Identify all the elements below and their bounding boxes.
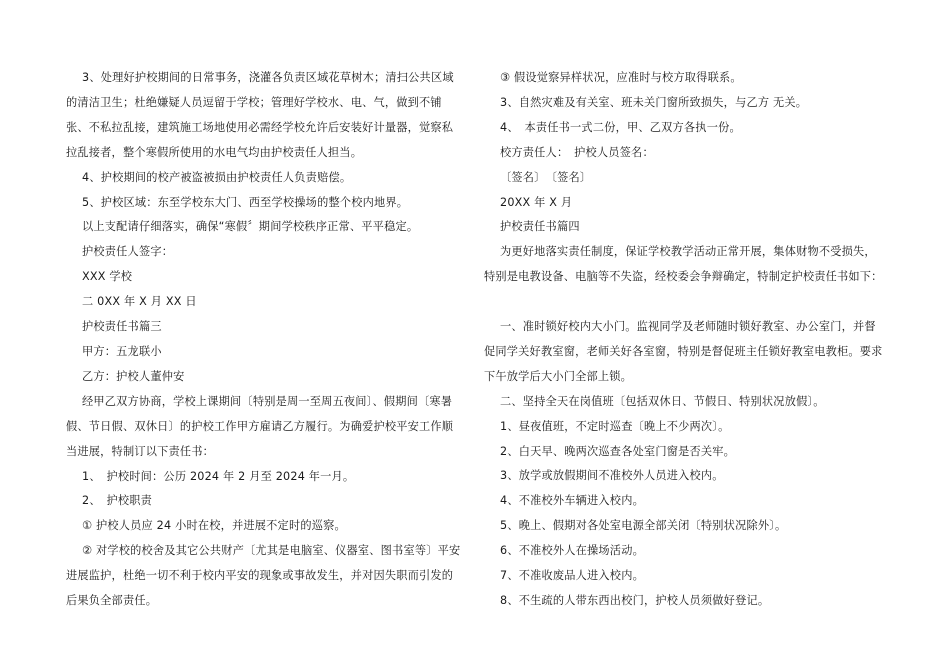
paragraph: 1、 护校时间：公历 2024 年 2 月至 2024 年一月。 xyxy=(82,469,355,483)
paragraph: 5、晚上、假期对各处室电源全部关闭〔特别状况除外〕。 xyxy=(500,519,787,533)
paragraph: 校方责任人： 护校人员签名： xyxy=(500,145,654,159)
paragraph: ① 护校人员应 24 小时在校，并进展不定时的巡察。 xyxy=(82,519,346,533)
paragraph: 一、准时锁好校内大小门。监视同学及老师随时锁好教室、办公室门，并督促同学关好教室窗，老师关好各室窗，特别是督促班主任锁好教室电教柜。要求下午放学后大小门全部上锁。 xyxy=(484,320,883,383)
paragraph: 5、护校区域：东至学校东大门、西至学校操场的整个校内地界。 xyxy=(82,195,409,209)
paragraph: 为更好地落实责任制度，保证学校教学活动正常开展，集体财物不受损失，特别是电教设备、电脑等不失盗，经校委会争辩确定，特制定护校责任书如下： xyxy=(484,245,883,284)
paragraph: 4、不准校外车辆进入校内。 xyxy=(500,494,644,508)
paragraph: 1、昼夜值班，不定时巡查〔晚上不少两次〕。 xyxy=(500,419,730,433)
paragraph: 〔签名〕 〔签名〕 xyxy=(500,170,592,184)
paragraph: 二 0XX 年 X 月 XX 日 xyxy=(82,295,197,309)
paragraph: 8、不生疏的人带东西出校门，护校人员须做好登记。 xyxy=(500,594,770,608)
paragraph: XXX 学校 xyxy=(82,270,133,284)
paragraph: 20XX 年 X 月 xyxy=(500,195,573,209)
blank-line xyxy=(484,290,884,315)
paragraph: ③ 假设觉察异样状况，应准时与校方取得联系。 xyxy=(500,71,742,84)
paragraph: 护校责任人签字： xyxy=(82,245,174,259)
paragraph: 3、自然灾难及有关室、班未关门窗所致损失，与乙方 无关。 xyxy=(500,95,808,109)
paragraph: 2、白天早、晚两次巡查各处室门窗是否关牢。 xyxy=(500,444,736,458)
paragraph: ② 对学校的校舍及其它公共财产〔尤其是电脑室、仪器室、图书室等〕平安进展监护，杜绝一切不利于校内平安的现象或事故发生，并对因失职而引发的后果负全部责任。 xyxy=(66,544,461,608)
paragraph: 4、 本责任书一式二份，甲、乙双方各执一份。 xyxy=(500,120,741,134)
paragraph: 2、 护校职责 xyxy=(82,494,153,508)
paragraph: 乙方：护校人董仲安 xyxy=(82,369,185,383)
paragraph: 7、不准收废品人进入校内。 xyxy=(500,569,644,583)
paragraph: 4、护校期间的校产被盗被损由护校责任人负责赔偿。 xyxy=(82,170,352,184)
section-heading: 护校责任书篇四 xyxy=(500,220,580,234)
paragraph: 甲方：五龙联小 xyxy=(82,344,162,358)
paragraph: 二、坚持全天在岗值班〔包括双休日、节假日、特别状况放假〕。 xyxy=(500,394,825,408)
paragraph: 3、放学或放假期间不准校外人员进入校内。 xyxy=(500,469,724,483)
paragraph: 3、处理好护校期间的日常事务，浇灌各负责区域花草树木；清扫公共区域的清洁卫生；杜绝嫌疑人员逗留于学校；管理好学校水、电、气，做到不铺张、不私拉乱接，建筑施工场地使用必需经学校允许后安装好计量器，觉察私拉乱接者，整个寒假所使用的水电气均由护校责任人担当。 xyxy=(66,71,454,159)
paragraph: 以上支配请仔细落实，确保“寒假〞期间学校秩序正常、平平稳定。 xyxy=(82,220,419,234)
paragraph: 经甲乙双方协商，学校上课期间〔特别是周一至周五夜间〕、假期间〔寒暑假、节日假、双休日〕的护校工作甲方雇请乙方履行。为确爱护校平安工作顺当进展，特制订以下责任书： xyxy=(66,394,454,458)
left-column xyxy=(66,66,461,614)
right-column xyxy=(484,66,884,614)
section-heading: 护校责任书篇三 xyxy=(82,320,162,334)
paragraph: 6、不准校外人在操场活动。 xyxy=(500,544,644,558)
